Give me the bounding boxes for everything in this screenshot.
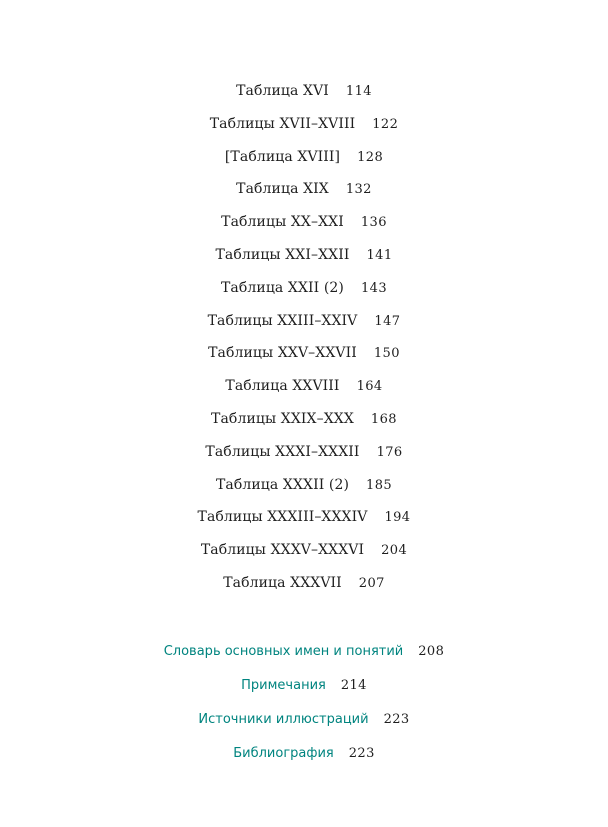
toc-entry-page: 114 [345,84,372,99]
toc-tables-list [0,78,608,603]
toc-entry-page: 132 [345,182,372,198]
toc-entry-page: 143 [361,280,388,296]
toc-entry-title: Таблица XXVIII [225,378,340,395]
toc-entry[interactable] [0,242,608,275]
toc-section-illustration-sources[interactable] [0,706,608,740]
toc-entry[interactable] [0,308,608,341]
toc-entry-title: Таблица XXII (2) [220,279,344,296]
toc-entry[interactable] [0,176,608,209]
toc-section-title: Источники иллюстраций [198,712,369,727]
toc-sections-list [0,638,608,774]
toc-entry-title: Таблицы XVII–XVIII [209,115,356,132]
toc-entry-page: 185 [366,477,393,493]
toc-entry[interactable] [0,504,608,537]
toc-entry-title: Таблицы XXIX–XXX [211,410,354,427]
toc-section-bibliography[interactable] [0,740,608,774]
toc-entry[interactable] [0,111,608,144]
toc-section-page: 223 [348,746,375,761]
toc-section-glossary[interactable] [0,638,608,672]
toc-entry-title: Таблицы XXXI–XXXII [205,443,360,460]
toc-entry-page: 164 [356,379,383,395]
toc-entry[interactable] [0,78,608,111]
toc-entry-page: 122 [372,116,399,132]
toc-entry[interactable] [0,209,608,242]
toc-entry[interactable] [0,406,608,439]
toc-entry-title: Таблица XXXII (2) [215,476,350,493]
toc-entry-title: Таблицы XX–XXI [221,214,344,231]
toc-entry-title: Таблица XVI [236,83,329,99]
toc-entry[interactable] [0,439,608,472]
toc-entry-title: Таблицы XXI–XXII [215,246,350,263]
toc-section-page: 214 [340,678,367,693]
toc-entry-page: 147 [374,313,401,329]
toc-entry-title: Таблицы XXXIII–XXXIV [197,509,368,526]
toc-entry[interactable] [0,373,608,406]
toc-entry-page: 168 [370,411,397,427]
toc-section-notes[interactable] [0,672,608,706]
toc-entry[interactable] [0,537,608,570]
toc-entry-page: 128 [357,149,384,165]
toc-entry-page: 136 [360,215,387,231]
toc-section-title: Примечания [241,678,326,693]
toc-entry[interactable] [0,570,608,603]
toc-entry-page: 150 [373,346,400,362]
toc-section-page: 223 [383,712,410,727]
toc-entry-title: Таблицы XXXV–XXXVI [200,542,365,559]
toc-entry-page: 204 [381,543,408,559]
toc-entry-title: [Таблица XVIII] [224,148,341,165]
toc-entry-title: Таблица XIX [236,181,329,198]
toc-entry-page: 141 [366,247,393,263]
toc-entry-title: Таблицы XXV–XXVII [208,345,357,362]
toc-entry[interactable] [0,144,608,177]
toc-section-title: Библиография [233,746,334,761]
toc-section-title: Словарь основных имен и понятий [163,644,404,659]
toc-entry-title: Таблица XXXVII [223,574,342,591]
toc-entry[interactable] [0,275,608,308]
toc-entry-title: Таблицы XXIII–XXIV [207,312,358,329]
toc-entry-page: 194 [384,510,411,526]
toc-section-page: 208 [418,644,445,659]
toc-entry[interactable] [0,340,608,373]
toc-entry-page: 207 [358,575,385,591]
toc-entry[interactable] [0,472,608,505]
toc-entry-page: 176 [376,444,403,460]
